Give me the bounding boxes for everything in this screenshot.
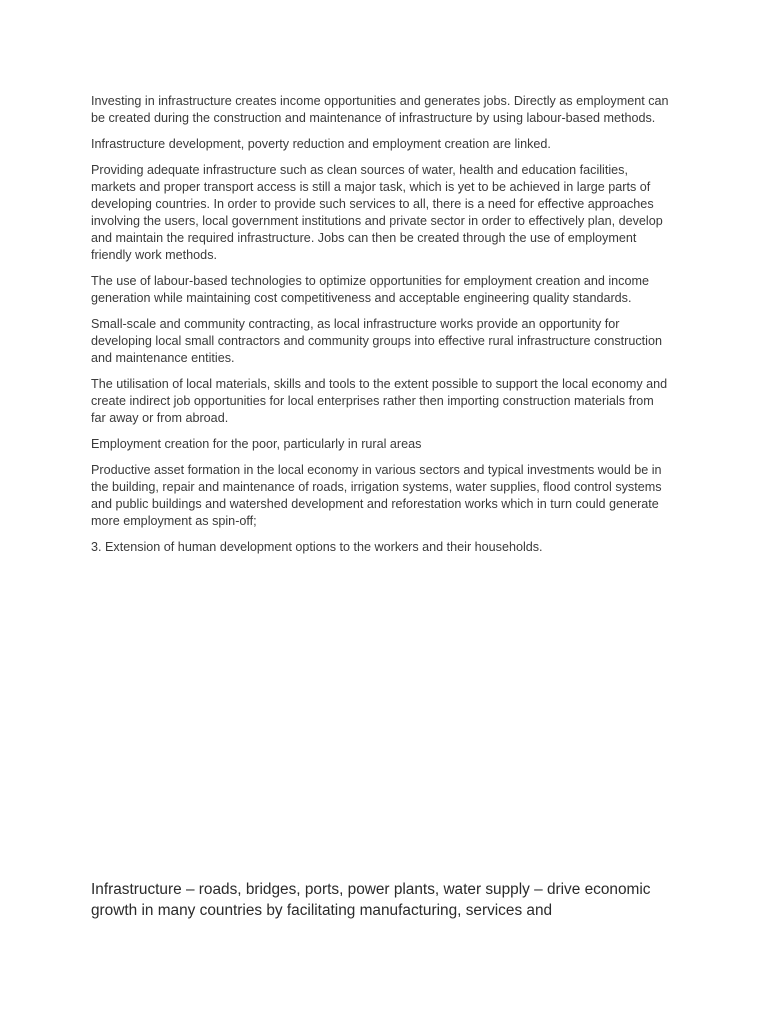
paragraph-asset-formation: Productive asset formation in the local economy in various sectors and typical investments would be in the building, repair and maintenance of roads, irrigation systems, water supplies, flood control systems and public buildings and watershed development and reforestation works which in turn could generate more employment as spin-off; xyxy=(91,463,662,528)
paragraph-community-contracting: Small-scale and community contracting, as local infrastructure works provide an opportunity for developing local small contractors and community groups into effective rural infrastructure construction and maintenance entities. xyxy=(91,317,662,365)
document-body xyxy=(91,93,671,565)
paragraph-investing: Investing in infrastructure creates income opportunities and generates jobs. Directly as employment can be created during the construction and maintenance of infrastructure by using labour-based methods. xyxy=(91,94,669,125)
paragraph-providing-infrastructure: Providing adequate infrastructure such as clean sources of water, health and education facilities, markets and proper transport access is still a major task, which is yet to be achieved in large parts of developing countries. In order to provide such services to all, there is a need for effective approaches involving the users, local government institutions and private sector in order to effectively plan, develop and maintain the required infrastructure. Jobs can then be created through the use of employment friendly work methods. xyxy=(91,163,663,262)
paragraph-local-materials: The utilisation of local materials, skills and tools to the extent possible to support the local economy and create indirect job opportunities for local enterprises rather then importing construction materials from far away or from abroad. xyxy=(91,377,668,425)
paragraph-human-development: 3. Extension of human development options to the workers and their households. xyxy=(91,540,543,554)
paragraph-employment-poor: Employment creation for the poor, particularly in rural areas xyxy=(91,437,422,451)
paragraph-linked: Infrastructure development, poverty reduction and employment creation are linked. xyxy=(91,137,551,151)
paragraph-economic-growth: Infrastructure – roads, bridges, ports, power plants, water supply – drive economic growth in many countries by facilitating manufacturing, services and xyxy=(91,881,651,919)
paragraph-labour-based-technologies: The use of labour-based technologies to optimize opportunities for employment creation and income generation while maintaining cost competitiveness and acceptable engineering quality standards. xyxy=(91,274,649,305)
